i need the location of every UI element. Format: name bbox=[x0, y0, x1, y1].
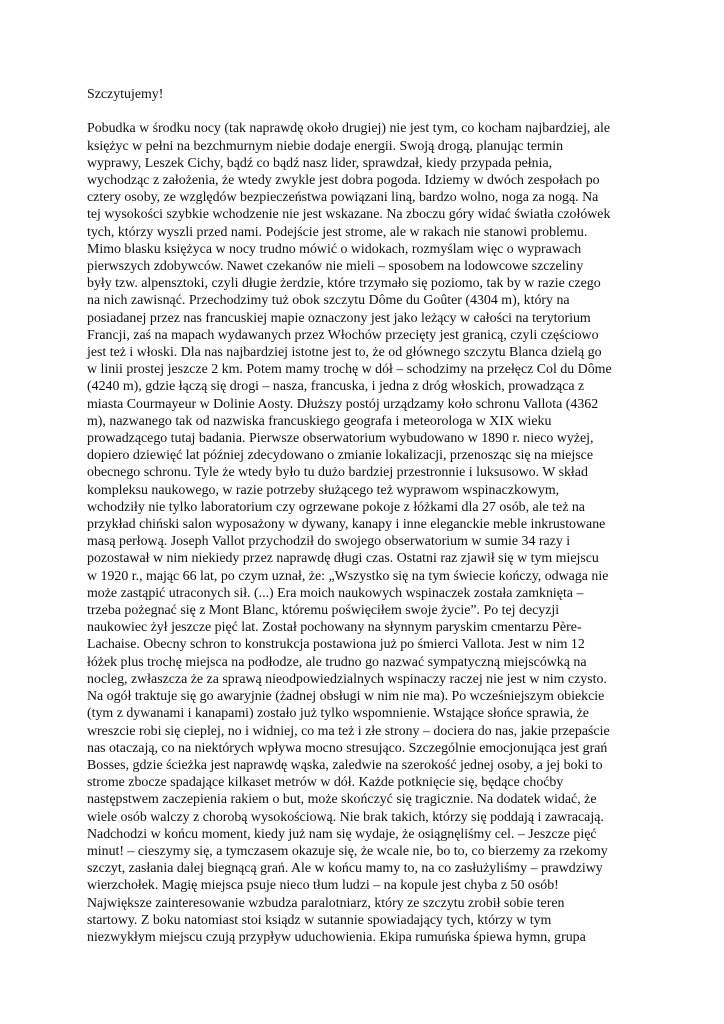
text-line: startowy. Z boku natomiast stoi ksiądz w sutannie spowiadający tych, którzy w tym bbox=[87, 912, 552, 928]
text-line: wierzchołek. Magię miejsca psuje nieco tłum ludzi – na kopule jest chyba z 50 osób! bbox=[87, 878, 559, 894]
text-line: prowadzącego tutaj badania. Pierwsze obserwatorium wybudowano w 1890 r. nieco wyżej, bbox=[87, 431, 594, 447]
text-line: trzeba pożegnać się z Mont Blanc, któremu poświęciłem swoje życie”. Po tej decyzji bbox=[87, 603, 560, 619]
text-line: Na ogół traktuje się go awaryjnie (żadnej obsługi w nim nie ma). Po wcześniejszym obiekcie bbox=[87, 689, 605, 705]
text-line: kompleksu naukowego, w razie potrzeby służącego też wyprawom wspinaczkowym, bbox=[87, 482, 560, 498]
text-line: Nadchodzi w końcu moment, kiedy już nam się wydaje, że osiągnęliśmy cel. – Jeszcze pięć bbox=[87, 826, 597, 842]
text-line: przykład chiński salon wyposażony w dywany, kanapy i inne eleganckie meble inkrustowane bbox=[87, 517, 606, 533]
text-line: (tym z dywanami i kanapami) zostało już tylko wspomnienie. Wstające słońce sprawia, że bbox=[87, 706, 589, 722]
text-line: wchodziły nie tylko laboratorium czy ogrzewane pokoje z łóżkami dla 27 osób, ale też na bbox=[87, 499, 585, 515]
text-line: łóżek plus trochę miejsca na podłodze, ale trudno go nazwać sympatyczną miejscówką na bbox=[87, 654, 587, 670]
text-line: strome zbocze spadające kilkaset metrów w dół. Każde potknięcie się, będące choćby bbox=[87, 775, 564, 791]
text-line: Mimo blasku księżyca w nocy trudno mówić o widokach, rozmyślam więc o wyprawach bbox=[87, 241, 582, 257]
text-line: wyprawy, Leszek Cichy, bądź co bądź nasz lider, sprawdzał, kiedy przypada pełnia, bbox=[87, 155, 553, 171]
text-line: na nich zawisnąć. Przechodzimy tuż obok szczytu Dôme du Goûter (4304 m), który na bbox=[87, 293, 570, 309]
text-line: minut! – cieszymy się, a tymczasem okazuje się, że wcale nie, bo to, co bierzemy za rzekomy bbox=[87, 843, 608, 859]
text-line: pierwszych zdobywców. Nawet czekanów nie mieli – sposobem na lodowcowe szczeliny bbox=[87, 259, 584, 275]
text-line: jest też i włoski. Dla nas najbardziej istotne jest to, że od głównego szczytu Blanca dzielą go bbox=[87, 345, 602, 361]
text-line: Lachaise. Obecny schron to konstrukcja postawiona już po śmierci Vallota. Jest w nim 12 bbox=[87, 637, 585, 653]
text-line: m), nazwanego tak od nazwiska francuskiego geografa i meteorologa w XIX wieku bbox=[87, 413, 552, 429]
text-line: dopiero dziewięć lat później zdecydowano o zmianie lokalizacji, przenosząc się na miejsce bbox=[87, 448, 594, 464]
document-title: Szczytujemy! bbox=[87, 87, 164, 102]
text-line: masą perłową. Joseph Vallot przychodził do swojego obserwatorium w sumie 34 razy i bbox=[87, 534, 571, 550]
text-line: wychodząc z założenia, że wtedy zwykle jest dobra pogoda. Idziemy w dwóch zespołach po bbox=[87, 173, 600, 188]
text-line: wiele osób walczy z chorobą wysokościową. Nie brak takich, którzy się poddają i zawracają. bbox=[87, 809, 604, 825]
text-line: miasta Courmayeur w Dolinie Aosty. Dłuższy postój urządzamy koło schronu Vallota (4362 bbox=[87, 396, 599, 412]
text-line: nocleg, zwłaszcza że za sprawą nieodpowiedzialnych wspinaczy raczej nie jest w nim czysto. bbox=[87, 671, 607, 687]
text-line: naukowiec żył jeszcze pięć lat. Został pochowany na słynnym paryskim cmentarzu Père- bbox=[87, 620, 582, 636]
text-line: (4240 m), gdzie łączą się drogi – nasza, francuska, i jedna z dróg włoskich, prowadząca z bbox=[87, 379, 585, 395]
text-line: wreszcie robi się cieplej, no i widniej, co ma też i złe strony – dociera do nas, jakie przepaście bbox=[87, 723, 610, 739]
text-line: obecnego schronu. Tyle że wtedy było tu dużo bardziej przestronnie i luksusowo. W skład bbox=[87, 465, 588, 481]
text-line: w 1920 r., mając 66 lat, po czym uznał, że: „Wszystko się na tym świecie kończy, odwaga nie bbox=[87, 568, 609, 584]
body-paragraph bbox=[87, 120, 643, 946]
text-line: cztery osoby, ze względów bezpieczeństwa powiązani liną, bardzo wolno, noga za nogą. Na bbox=[87, 190, 599, 206]
text-line: szczyt, zasłania dalej biegnącą grań. Ale w końcu mamy to, na co zasłużyliśmy – prawdziwy bbox=[87, 861, 603, 877]
text-line: niezwykłym miejscu czują przypływ uduchowienia. Ekipa rumuńska śpiewa hymn, grupa bbox=[87, 929, 586, 945]
text-line: w linii prostej jeszcze 2 km. Potem mamy trochę w dół – schodzimy na przełęcz Col du Dôme bbox=[87, 362, 612, 378]
text-line: tej wysokości szybkie wchodzenie nie jest wskazane. Na zboczu góry widać światła czołówek bbox=[87, 207, 611, 223]
document-body bbox=[87, 86, 643, 946]
text-line: księżyc w pełni na bezchmurnym niebie dodaje energii. Swoją drogą, planując termin bbox=[87, 138, 564, 154]
text-line: może zastąpić utraconych sił. (...) Era moich naukowych wspinaczek została zamknięta – bbox=[87, 585, 584, 601]
text-line: następstwem zaczepienia rakiem o but, może skończyć się tragicznie. Na dodatek widać, że bbox=[87, 792, 597, 808]
text-line: Największe zainteresowanie wzbudza paralotniarz, który ze szczytu zrobił sobie teren bbox=[87, 895, 565, 911]
text-line: Bosses, gdzie ścieżka jest naprawdę wąska, zaledwie na szerokość jednej osoby, a jej boki to bbox=[87, 757, 603, 773]
text-line: były tzw. alpensztoki, czyli długie żerdzie, które trzymało się poziomo, tak by w razie czego bbox=[87, 276, 601, 292]
text-line: posiadanej przez nas francuskiej mapie oznaczony jest jako leżący w całości na terytorium bbox=[87, 310, 591, 326]
text-line: pozostawał w nim niekiedy przez naprawdę długi czas. Ostatni raz zjawił się w tym miejscu bbox=[87, 551, 599, 567]
text-line: tych, którzy wyszli przed nami. Podejście jest strome, ale w rakach nie stanowi problemu. bbox=[87, 224, 588, 240]
text-line: Pobudka w środku nocy (tak naprawdę około drugiej) nie jest tym, co kocham najbardziej, ale bbox=[87, 121, 611, 137]
text-line: nas otaczają, co na niektórych wpływa mocno stresująco. Szczególnie emocjonująca jest grań bbox=[87, 740, 608, 756]
text-line: Francji, zaś na mapach wydawanych przez Włochów przecięty jest granicą, czyli częściowo bbox=[87, 327, 599, 343]
